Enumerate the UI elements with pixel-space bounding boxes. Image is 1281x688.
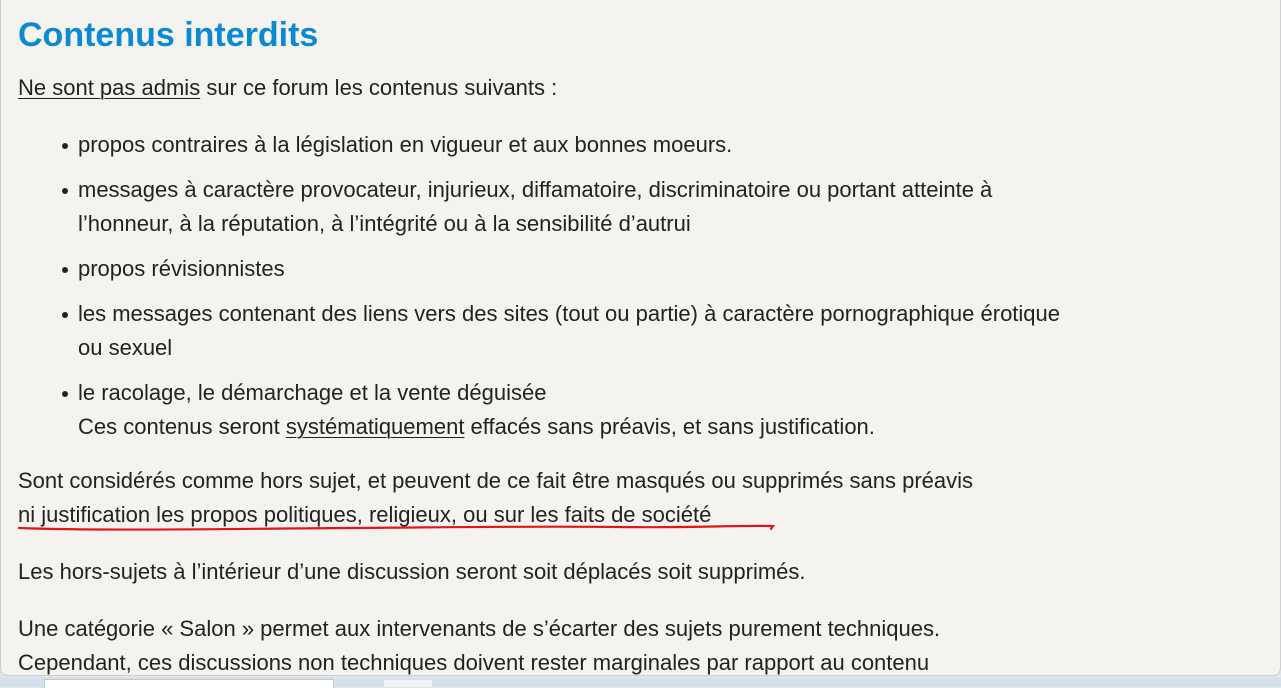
list-item-text: messages à caractère provocateur, injurieux, diffamatoire, discriminatoire ou portant atteinte à l’honneur, à la réputation, à l’intégrité ou à la sensibilité d’autrui: [78, 177, 993, 236]
deletion-note: Ces contenus seront: [78, 414, 286, 439]
rules-article: [18, 14, 1078, 676]
list-item: [78, 376, 1078, 444]
list-item: [78, 128, 1078, 162]
bottom-tab[interactable]: [384, 680, 432, 687]
forbidden-list: [18, 128, 1078, 444]
deletion-note-underlined: systématiquement: [285, 414, 465, 439]
list-item-text: le racolage, le démarchage et la vente déguisée: [78, 380, 547, 405]
salon-line2: Cependant, ces discussions non techniques doivent rester marginales par rapport au contenu: [18, 650, 930, 675]
off-topic-line2: ni justification les propos politiques, religieux, ou sur les faits de société: [18, 502, 712, 527]
off-topic-paragraph: [18, 464, 1078, 532]
intro-underlined: Ne sont pas admis: [18, 75, 201, 100]
list-item: [78, 173, 1078, 241]
list-item-text: propos contraires à la législation en vigueur et aux bonnes moeurs.: [78, 132, 733, 157]
discussion-paragraph: Les hors-sujets à l’intérieur d’une discussion seront soit déplacés soit supprimés.: [18, 559, 806, 584]
list-item: [78, 252, 1078, 286]
intro-rest: sur ce forum les contenus suivants :: [200, 75, 558, 100]
off-topic-line1: Sont considérés comme hors sujet, et peuvent de ce fait être masqués ou supprimés sans préavis: [18, 468, 974, 493]
list-item-text: propos révisionnistes: [78, 256, 285, 281]
list-item-text: les messages contenant des liens vers des sites (tout ou partie) à caractère pornographique érotique ou sexuel: [78, 301, 1061, 360]
salon-paragraph: [18, 612, 1078, 676]
salon-line1: Une catégorie « Salon » permet aux intervenants de s’écarter des sujets purement techniques.: [18, 616, 941, 641]
list-item: [78, 297, 1078, 365]
intro-paragraph: [18, 71, 1078, 105]
page-title: Contenus interdits: [18, 16, 319, 54]
deletion-note-end: effacés sans préavis, et sans justification.: [464, 414, 875, 439]
